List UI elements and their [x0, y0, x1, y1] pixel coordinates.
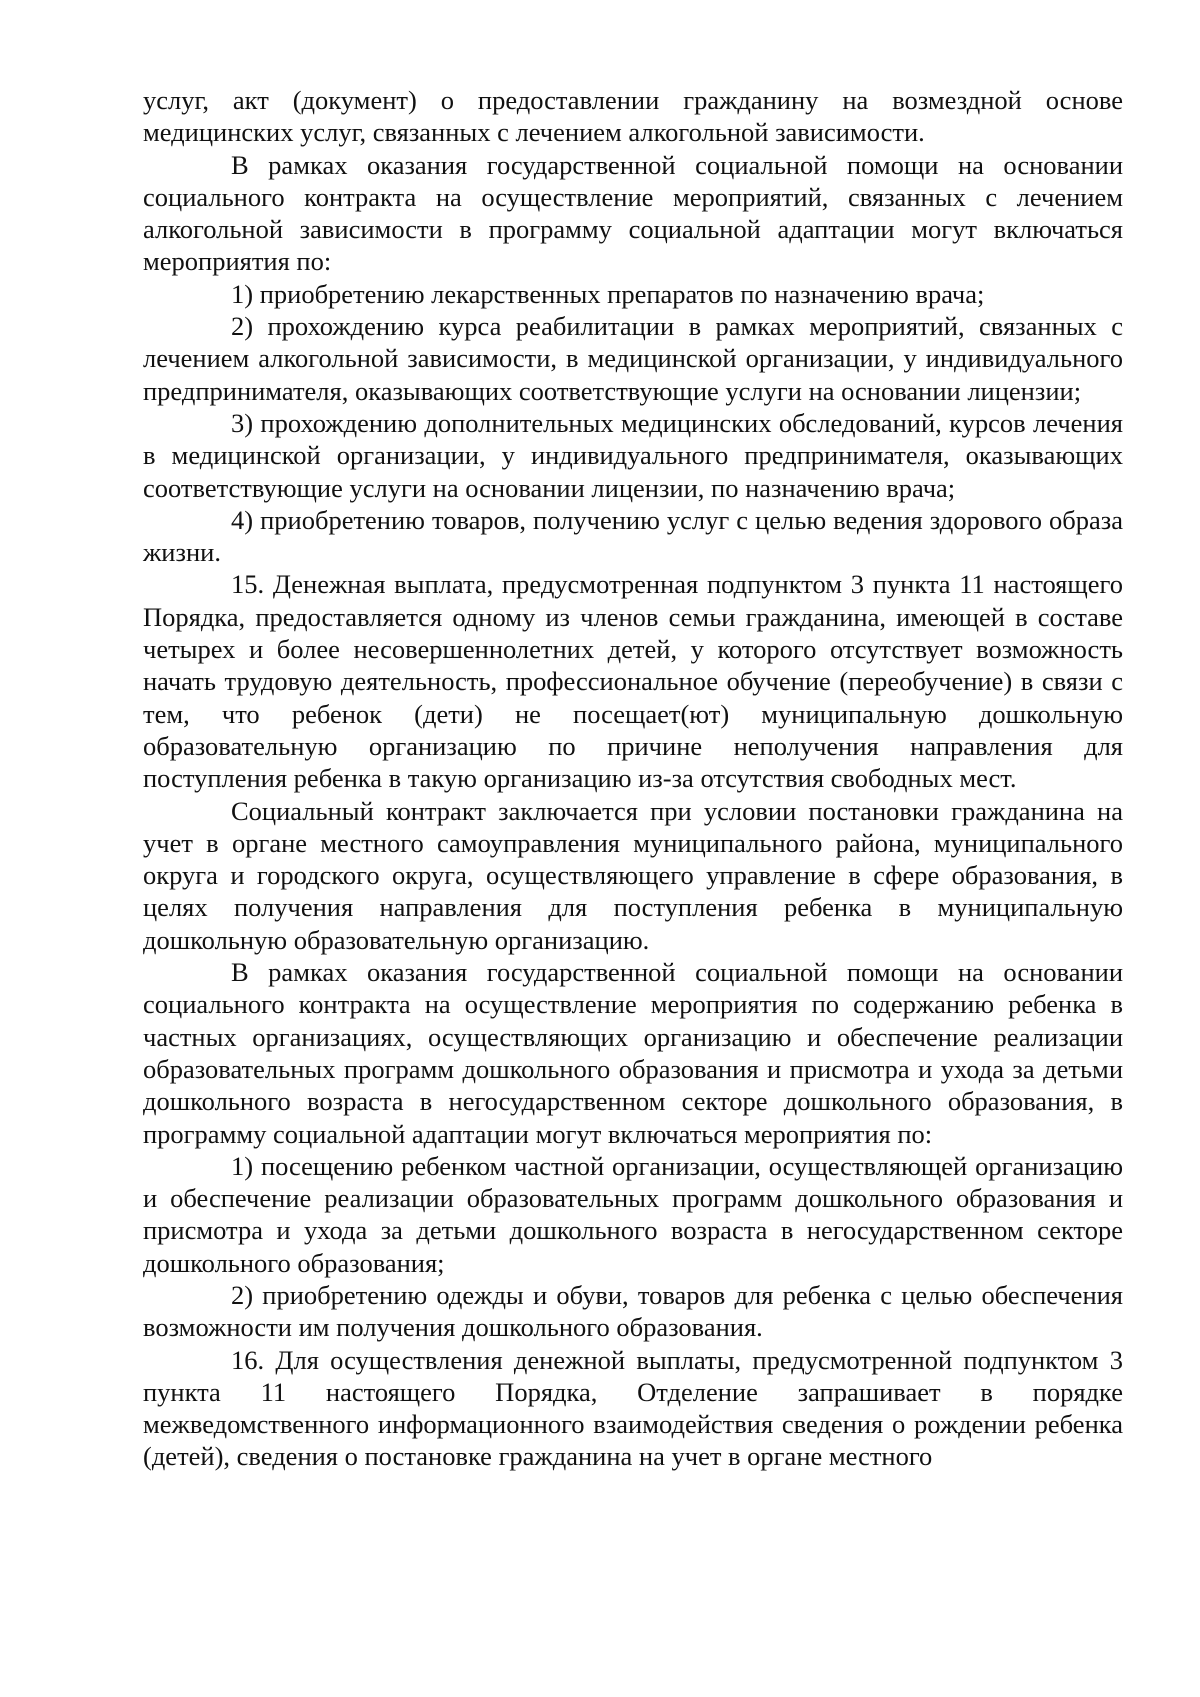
paragraph-12: 16. Для осуществления денежной выплаты, предусмотренной подпунктом 3 пункта 11 настоящего Порядка, Отделение запрашивает в порядке межведомственного информационного взаимодействия сведения о рождении ребенка (детей), сведения о постановке гражданина на учет в органе местного — [143, 1344, 1123, 1472]
paragraph-11: 2) приобретению одежды и обуви, товаров для ребенка с целью обеспечения возможности им получения дошкольного образования. — [143, 1279, 1123, 1343]
paragraph-1: услуг, акт (документ) о предоставлении гражданину на возмездной основе медицинских услуг, связанных с лечением алкогольной зависимости. — [143, 85, 1123, 148]
paragraph-5: 3) прохождению дополнительных медицинских обследований, курсов лечения в медицинской организации, у индивидуального предпринимателя, оказывающих соответствующие услуги на основании лицензии, по назначению врача; — [143, 407, 1123, 503]
paragraph-7: 15. Денежная выплата, предусмотренная подпунктом 3 пункта 11 настоящего Порядка, предоставляется одному из членов семьи гражданина, имеющей в составе четырех и более несовершеннолетних детей, у которого отсутствует возможность начать трудовую деятельность, профессиональное обучение (переобучение) в связи с тем, что ребенок (дети) не посещает(ют) муниципальную дошкольную образовательную организацию по причине неполучения направления для поступления ребенка в такую организацию из-за отсутствия свободных мест. — [143, 569, 1123, 794]
paragraph-10: 1) посещению ребенком частной организации, осуществляющей организацию и обеспечение реализации образовательных программ дошкольного образования и присмотра и ухода за детьми дошкольного возраста в негосударственном секторе дошкольного образования; — [143, 1150, 1123, 1278]
document-page — [143, 84, 1123, 1473]
paragraph-8: Социальный контракт заключается при условии постановки гражданина на учет в органе местного самоуправления муниципального района, муниципального округа и городского округа, осуществляющего управление в сфере образования, в целях получения направления для поступления ребенка в муниципальную дошкольную образовательную организацию. — [143, 795, 1123, 955]
paragraph-6: 4) приобретению товаров, получению услуг с целью ведения здорового образа жизни. — [143, 504, 1123, 568]
paragraph-3: 1) приобретению лекарственных препаратов по назначению врача; — [231, 278, 985, 309]
paragraph-9: В рамках оказания государственной социальной помощи на основании социального контракта на осуществление мероприятия по содержанию ребенка в частных организациях, осуществляющих организацию и обеспечение реализации образовательных программ дошкольного образования и присмотра и ухода за детьми дошкольного возраста в негосударственном секторе дошкольного образования, в программу социальной адаптации могут включаться мероприятия по: — [143, 957, 1123, 1149]
paragraph-2: В рамках оказания государственной социальной помощи на основании социального контракта на осуществление мероприятий, связанных с лечением алкогольной зависимости в программу социальной адаптации могут включаться мероприятия по: — [143, 149, 1123, 277]
paragraph-4: 2) прохождению курса реабилитации в рамках мероприятий, связанных с лечением алкогольной зависимости, в медицинской организации, у индивидуального предпринимателя, оказывающих соответствующие услуги на основании лицензии; — [143, 311, 1123, 406]
